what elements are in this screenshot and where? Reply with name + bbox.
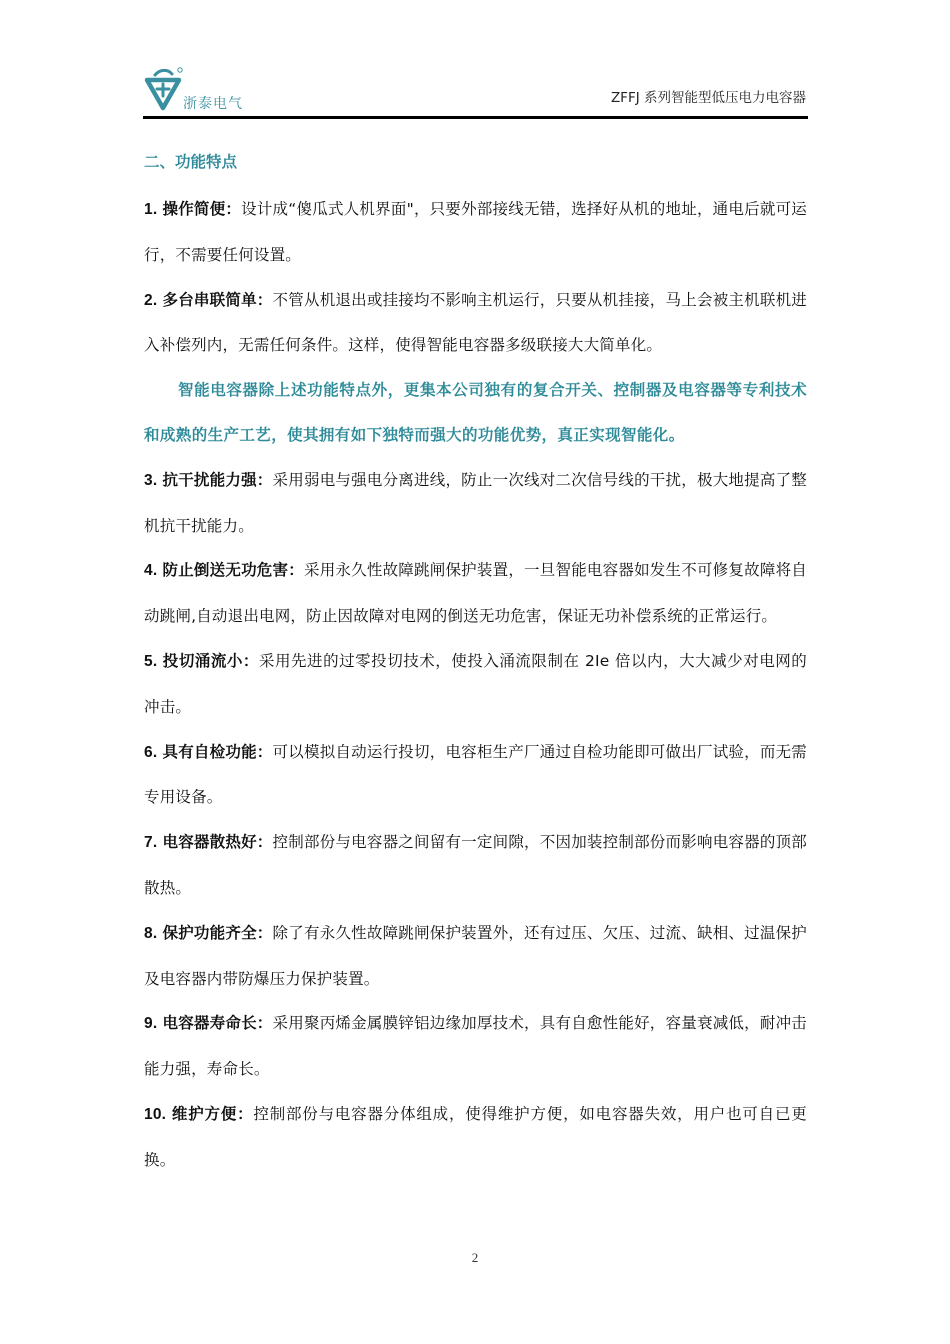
feature-number: 10. <box>144 1105 167 1123</box>
feature-text: 采用先进的过零投切技术，使投入涌流限制在 2Ie 倍以内，大大减少对电网的冲击。 <box>144 651 807 716</box>
feature-text: 采用弱电与强电分离进线，防止一次线对二次信号线的干扰，极大地提高了整机抗干扰能力。 <box>144 470 807 535</box>
feature-lead: 操作简便： <box>162 200 242 218</box>
feature-text: 不管从机退出或挂接均不影响主机运行，只要从机挂接，马上会被主机联机进入补偿列内，无需任何条件。这样，使得智能电容器多级联接大大简单化。 <box>144 290 807 355</box>
highlight-paragraph: 智能电容器除上述功能特点外，更集本公司独有的复合开关、控制器及电容器等专利技术和成熟的生产工艺，使其拥有如下独特而强大的功能优势，真正实现智能化。 <box>144 381 807 444</box>
feature-number: 8. <box>144 924 158 942</box>
feature-item-2 <box>144 278 807 369</box>
feature-item-8 <box>144 911 807 1002</box>
feature-lead: 电容器散热好： <box>162 833 273 852</box>
feature-number: 7. <box>144 834 158 852</box>
section-title: 二、功能特点 <box>144 153 238 171</box>
brand-name: 浙泰电气 <box>183 96 243 112</box>
feature-lead: 防止倒送无功危害： <box>162 561 304 580</box>
feature-text: 设计成“傻瓜式人机界面"，只要外部接线无错，选择好从机的地址，通电后就可运行，不需要任何设置。 <box>144 200 807 264</box>
feature-number: 1. <box>144 201 158 218</box>
feature-number: 6. <box>144 743 158 761</box>
page-content <box>144 142 807 1183</box>
company-logo-icon <box>143 66 183 112</box>
feature-item-7 <box>144 820 807 911</box>
feature-text: 除了有永久性故障跳闸保护装置外，还有过压、欠压、过流、缺相、过温保护及电容器内带防爆压力保护装置。 <box>144 923 807 988</box>
feature-item-9 <box>144 1001 807 1092</box>
feature-number: 5. <box>144 652 158 670</box>
feature-item-5 <box>144 639 807 730</box>
page-number: 2 <box>471 1250 479 1265</box>
feature-text: 采用永久性故障跳闸保护装置，一旦智能电容器如发生不可修复故障将自动跳闸,自动退出电网，防止因故障对电网的倒送无功危害，保证无功补偿系统的正常运行。 <box>144 561 807 626</box>
header-divider <box>143 116 808 119</box>
feature-text: 控制部份与电容器分体组成，使得维护方便，如电容器失效，用户也可自已更换。 <box>144 1104 807 1169</box>
feature-text: 采用聚丙烯金属膜锌铝边缘加厚技术，具有自愈性能好，容量衰减低，耐冲击能力强，寿命长。 <box>144 1014 807 1079</box>
feature-lead: 保护功能齐全： <box>162 923 273 942</box>
feature-item-10 <box>144 1092 807 1183</box>
feature-item-1 <box>144 187 807 278</box>
feature-item-4 <box>144 548 807 639</box>
feature-text: 控制部份与电容器之间留有一定间隙，不因加装控制部份而影响电容器的顶部散热。 <box>144 833 807 897</box>
feature-item-6 <box>144 730 807 821</box>
feature-number: 3. <box>144 471 158 489</box>
feature-lead: 电容器寿命长： <box>162 1014 273 1033</box>
feature-lead: 具有自检功能： <box>162 742 273 761</box>
feature-number: 2. <box>144 291 158 309</box>
feature-lead: 抗干扰能力强： <box>162 470 273 489</box>
feature-text: 可以模拟自动运行投切，电容柜生产厂通过自检功能即可做出厂试验，而无需专用设备。 <box>144 742 807 807</box>
feature-lead: 多台串联简单： <box>162 290 273 309</box>
feature-item-3 <box>144 458 807 549</box>
feature-number: 9. <box>144 1015 158 1033</box>
feature-number: 4. <box>144 562 158 580</box>
feature-lead: 投切涌流小： <box>162 651 259 670</box>
document-title: ZFFJ 系列智能型低压电力电容器 <box>610 90 806 106</box>
feature-lead: 维护方便： <box>171 1104 254 1123</box>
